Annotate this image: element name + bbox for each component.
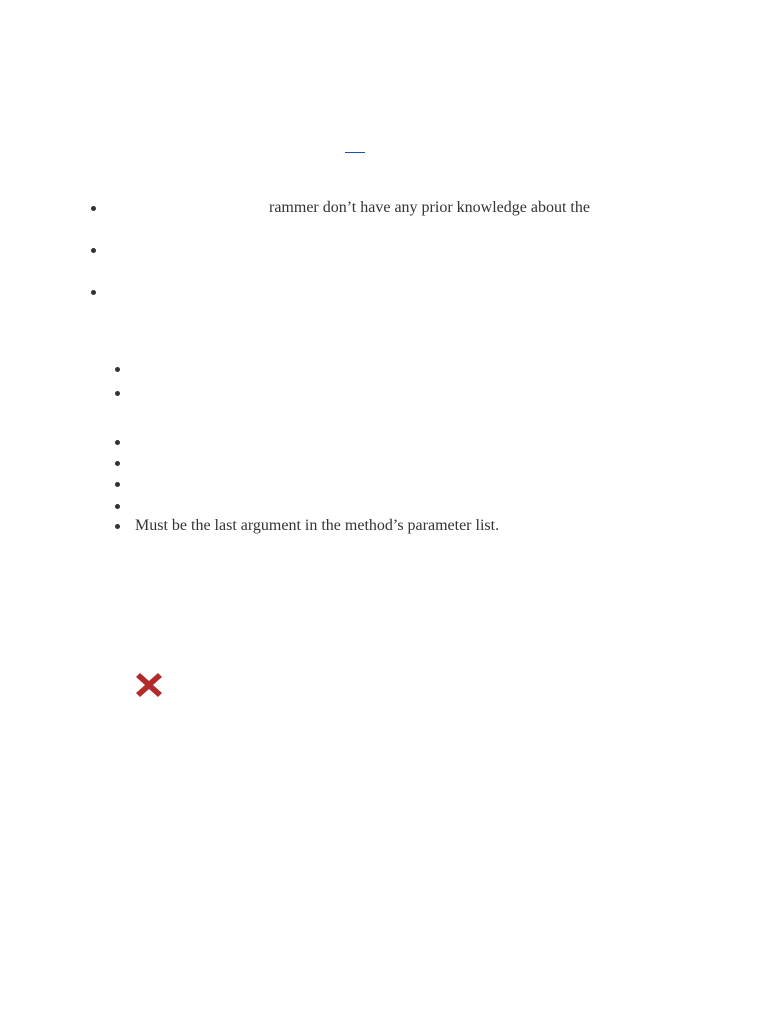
list-item-text: rammer don’t have any prior knowledge about the <box>269 199 590 216</box>
inline-link[interactable] <box>345 152 365 153</box>
bullet-marker <box>91 248 96 253</box>
bullet-marker <box>115 524 120 529</box>
bullet-marker <box>115 440 120 445</box>
bullet-marker <box>91 290 96 295</box>
bullet-marker <box>115 367 120 372</box>
bullet-marker <box>115 504 120 509</box>
close-icon-graphic <box>134 670 164 700</box>
list-item-text: Must be the last argument in the method’s parameter list. <box>135 517 500 534</box>
bullet-marker <box>115 461 120 466</box>
bullet-marker <box>91 206 96 211</box>
close-icon[interactable] <box>134 670 164 700</box>
bullet-marker <box>115 482 120 487</box>
bullet-marker <box>115 391 120 396</box>
